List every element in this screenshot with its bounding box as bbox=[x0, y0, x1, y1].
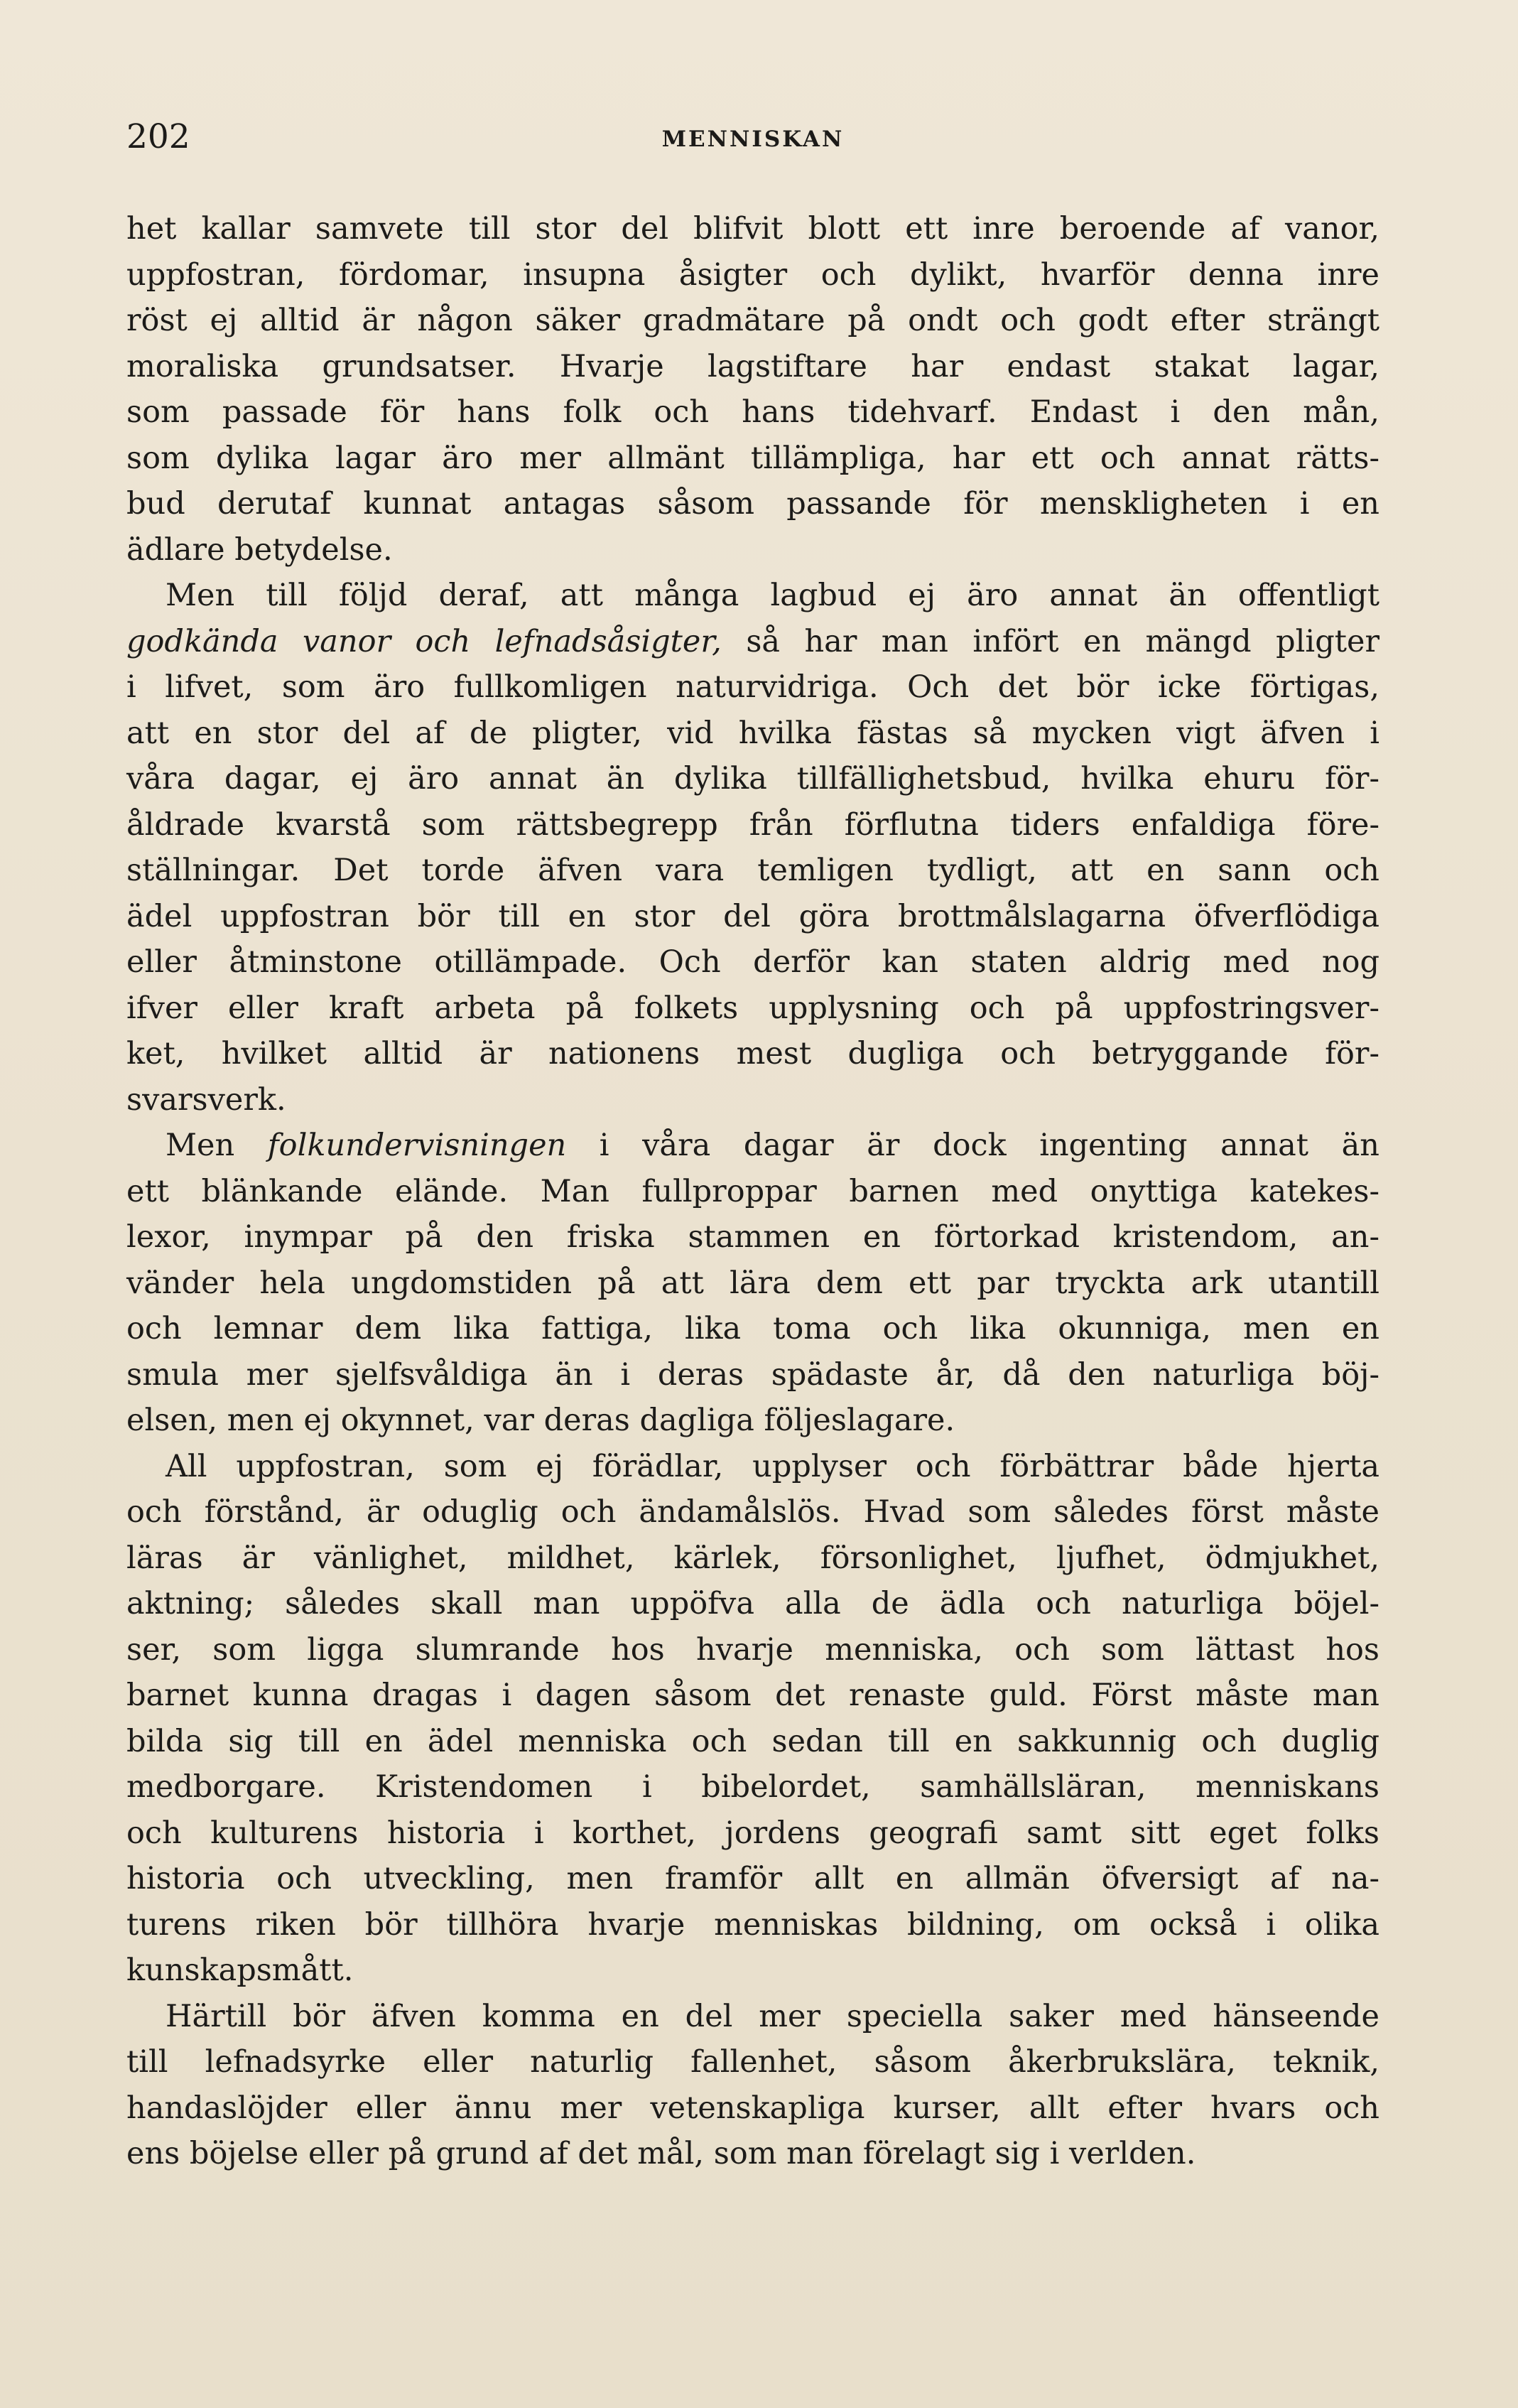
running-title: MENNISKAN bbox=[661, 126, 845, 152]
text-line bbox=[126, 1352, 1379, 1398]
italic-text: folkundervisningen bbox=[267, 1128, 567, 1163]
italic-text: godkända vanor och lefnadsåsigter, bbox=[126, 623, 722, 659]
text-segment: och kulturens historia i korthet, jordens geografi samt sitt eget folks bbox=[126, 1815, 1379, 1851]
text-segment: och förstånd, är oduglig och ändamålslös. Hvad som således först måste bbox=[126, 1494, 1379, 1530]
text-segment: Men bbox=[166, 1128, 268, 1163]
text-line bbox=[126, 894, 1379, 940]
text-segment: turens riken bör tillhöra hvarje menniskas bildning, om också i olika bbox=[126, 1906, 1379, 1943]
page-number: 202 bbox=[126, 117, 190, 156]
text-line bbox=[126, 298, 1379, 344]
text-line bbox=[126, 1077, 1379, 1123]
text-segment: våra dagar, ej äro annat än dylika tillfällighetsbud, hvilka ehuru för- bbox=[126, 761, 1379, 797]
text-segment: All uppfostran, som ej förädlar, upplyser och förbättrar både hjerta bbox=[166, 1448, 1379, 1484]
text-line bbox=[126, 481, 1379, 527]
text-segment: och lemnar dem lika fattiga, lika toma och lika okunniga, men en bbox=[126, 1311, 1379, 1346]
text-segment: lexor, inympar på den friska stammen en förtorkad kristendom, an- bbox=[126, 1219, 1379, 1255]
text-line bbox=[126, 2131, 1379, 2177]
paragraph bbox=[126, 1444, 1379, 1994]
text-line bbox=[126, 1719, 1379, 1765]
text-segment: ser, som ligga slumrande hos hvarje menniska, och som lättast hos bbox=[126, 1631, 1379, 1668]
text-segment: svarsverk. bbox=[126, 1081, 286, 1118]
text-line bbox=[126, 1856, 1379, 1902]
text-line bbox=[126, 986, 1379, 1032]
text-segment: bilda sig till en ädel menniska och sedan till en sakkunnig och duglig bbox=[126, 1723, 1379, 1759]
text-segment: så har man infört en mängd pligter bbox=[721, 623, 1379, 659]
text-segment: Men till följd deraf, att många lagbud ej äro annat än offentligt bbox=[166, 578, 1379, 613]
text-line bbox=[126, 1260, 1379, 1307]
text-line bbox=[126, 1673, 1379, 1719]
text-segment: Härtill bör äfven komma en del mer speciella saker med hänseende bbox=[166, 1998, 1379, 2034]
text-line bbox=[126, 1810, 1379, 1857]
text-segment: moraliska grundsatser. Hvarje lagstiftare har endast stakat lagar, bbox=[126, 348, 1379, 384]
paragraph bbox=[126, 1994, 1379, 2177]
text-line bbox=[126, 1627, 1379, 1673]
text-line bbox=[126, 1994, 1379, 2040]
text-line bbox=[126, 1123, 1379, 1169]
text-segment: vänder hela ungdomstiden på att lära dem ett par tryckta ark utantill bbox=[126, 1265, 1379, 1301]
text-line bbox=[126, 1031, 1379, 1077]
text-segment: som dylika lagar äro mer allmänt tillämpliga, har ett och annat rätts- bbox=[126, 440, 1379, 476]
text-line bbox=[126, 1306, 1379, 1352]
text-segment: ädel uppfostran bör till en stor del göra brottmålslagarna öfverflödiga bbox=[126, 898, 1379, 934]
text-segment: ens böjelse eller på grund af det mål, som man förelagt sig i verlden. bbox=[126, 2136, 1196, 2171]
paragraph bbox=[126, 573, 1379, 1123]
text-line bbox=[126, 1948, 1379, 1994]
text-segment: medborgare. Kristendomen i bibelordet, samhällsläran, menniskans bbox=[126, 1769, 1379, 1805]
text-segment: handaslöjder eller ännu mer vetenskapliga kurser, allt efter hvars och bbox=[126, 2090, 1379, 2126]
text-segment: kunskapsmått. bbox=[126, 1953, 354, 1988]
text-line bbox=[126, 1489, 1379, 1535]
text-segment: ifver eller kraft arbeta på folkets upplysning och på uppfostringsver- bbox=[126, 990, 1379, 1026]
text-line bbox=[126, 1444, 1379, 1490]
text-line bbox=[126, 664, 1379, 711]
text-segment: het kallar samvete till stor del blifvit blott ett inre beroende af vanor, bbox=[126, 211, 1379, 247]
text-segment: uppfostran, fördomar, insupna åsigter och dylikt, hvarför denna inre bbox=[126, 257, 1379, 293]
text-line bbox=[126, 2085, 1379, 2132]
text-line bbox=[126, 1581, 1379, 1627]
text-segment: i våra dagar är dock ingenting annat än bbox=[566, 1128, 1380, 1163]
text-segment: eller åtminstone otillämpade. Och derför kan staten aldrig med nog bbox=[126, 944, 1379, 980]
text-line bbox=[126, 1398, 1379, 1444]
text-segment: aktning; således skall man uppöfva alla de ädla och naturliga böjel- bbox=[126, 1586, 1379, 1621]
text-line bbox=[126, 619, 1379, 665]
text-segment: som passade för hans folk och hans tidehvarf. Endast i den mån, bbox=[126, 394, 1379, 430]
text-segment: bud derutaf kunnat antagas såsom passande för menskligheten i en bbox=[126, 486, 1379, 522]
text-segment: åldrade kvarstå som rättsbegrepp från förflutna tiders enfaldiga före- bbox=[126, 806, 1379, 843]
paragraph bbox=[126, 206, 1379, 573]
text-segment: ställningar. Det torde äfven vara temligen tydligt, att en sann och bbox=[126, 853, 1379, 888]
text-segment: röst ej alltid är någon säker gradmätare på ondt och godt efter strängt bbox=[126, 303, 1379, 338]
text-segment: till lefnadsyrke eller naturlig fallenhet, såsom åkerbrukslära, teknik, bbox=[126, 2044, 1379, 2080]
text-line bbox=[126, 573, 1379, 619]
paragraph bbox=[126, 1123, 1379, 1444]
text-line bbox=[126, 389, 1379, 436]
text-segment: ket, hvilket alltid är nationens mest dugliga och betryggande för- bbox=[126, 1036, 1379, 1071]
text-line bbox=[126, 1902, 1379, 1948]
text-line bbox=[126, 252, 1379, 298]
text-line bbox=[126, 1214, 1379, 1260]
page-header bbox=[126, 119, 1379, 162]
text-segment: ädlare betydelse. bbox=[126, 531, 393, 568]
text-line bbox=[126, 206, 1379, 252]
text-line bbox=[126, 848, 1379, 894]
text-segment: smula mer sjelfsvåldiga än i deras spädaste år, då den naturliga böj- bbox=[126, 1356, 1379, 1393]
text-segment: elsen, men ej okynnet, var deras dagliga följeslagare. bbox=[126, 1403, 955, 1438]
text-line bbox=[126, 756, 1379, 802]
text-segment: ett blänkande elände. Man fullproppar barnen med onyttiga katekes- bbox=[126, 1173, 1379, 1209]
text-line bbox=[126, 1535, 1379, 1582]
text-segment: historia och utveckling, men framför allt en allmän öfversigt af na- bbox=[126, 1861, 1379, 1896]
body-text bbox=[126, 206, 1379, 2177]
text-segment: barnet kunna dragas i dagen såsom det renaste guld. Först måste man bbox=[126, 1678, 1379, 1713]
text-line bbox=[126, 939, 1379, 986]
text-line bbox=[126, 344, 1379, 390]
text-line bbox=[126, 1764, 1379, 1810]
text-line bbox=[126, 2039, 1379, 2085]
text-line bbox=[126, 527, 1379, 573]
text-line bbox=[126, 802, 1379, 848]
text-line bbox=[126, 436, 1379, 482]
text-line bbox=[126, 1169, 1379, 1215]
text-line bbox=[126, 711, 1379, 757]
text-segment: att en stor del af de pligter, vid hvilka fästas så mycken vigt äfven i bbox=[126, 715, 1379, 751]
text-segment: läras är vänlighet, mildhet, kärlek, försonlighet, ljufhet, ödmjukhet, bbox=[126, 1540, 1379, 1576]
text-segment: i lifvet, som äro fullkomligen naturvidriga. Och det bör icke förtigas, bbox=[126, 669, 1379, 705]
